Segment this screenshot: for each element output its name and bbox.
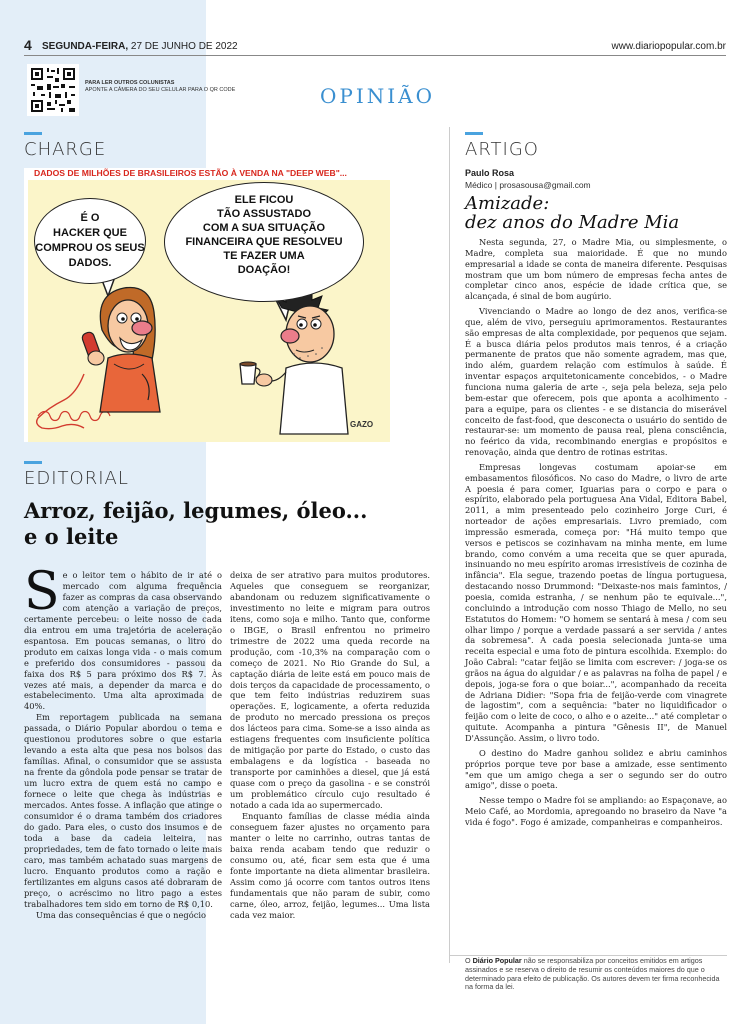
- qr-code[interactable]: [27, 64, 79, 116]
- artigo-accent-bar: [465, 132, 483, 135]
- editorial-title-line: e o leite: [24, 524, 119, 549]
- artigo-body: [465, 237, 727, 832]
- bubble-man-line: FINANCEIRA QUE RESOLVEU: [185, 236, 343, 248]
- artigo-paragraph: Nesta segunda, 27, o Madre Mia, ou simplesmente, o Madre, completa sua maioridade. É que no mundo empresarial a idade se conta de maneira diferente. Pesquisas mostram que um bom número de empresas fecha antes de completar cinco anos, espécie de idade crítica que, se alcançada, é sinal de bom augúrio.: [465, 237, 727, 302]
- editorial-paragraph: Em reportagem publicada na semana passada, o Diário Popular abordou o tema e questionou produtores sobre o que estaria levando a esta alta que pesa nos bolsos das famílias. Afinal, o consumidor que se assusta na frente da gôndola pode pensar se tratar de um lucro extra de quem está no campo e fornece o leite que chega às indústrias e mercados. Antes fosse. A inflação que atinge o consumidor é o drama também dos criadores do gado. Para eles, o custo dos insumos e de toda a base da cadeia leiteira, nas propriedades, tem de fato tornado o leite mais caro, mas também achatado suas margens de lucro. Enquanto produtos como a ração e fertilizantes em alguns casos até dobraram de preço, o acréscimo no litro pago a estes trabalhadores tem sido em torno de R$ 0,10.: [24, 712, 222, 909]
- artigo-author-info: Médico | prosasousa@gmail.com: [465, 180, 591, 190]
- disclaimer-prefix: O: [465, 956, 473, 965]
- page-number: 4: [24, 37, 32, 53]
- charge-accent-bar: [24, 132, 42, 135]
- artigo-title: [465, 194, 727, 232]
- header-weekday: SEGUNDA-FEIRA,: [42, 41, 129, 52]
- artigo-paragraph: O destino do Madre ganhou solidez e abriu caminhos próprios porque teve por base a amizade, esse sentimento "em que um amigo chega a ser o segundo ser do outro amigo", disse o poeta.: [465, 747, 727, 791]
- editorial-column-1: [24, 562, 222, 921]
- disclaimer-brand: Diário Popular: [472, 956, 522, 965]
- editorial-accent-bar: [24, 461, 42, 464]
- artigo-paragraph: Empresas longevas costumam apoiar-se em embasamentos filosóficos. No caso do Madre, o livro de arte A poesia é para comer, Iguarias para o corpo e para o espírito, elaborado pela portuguesa Ana Vidal, Editora Babel, 2011, a mim presenteado pelo cozinheiro Jorge Curi, é norteador de ações empresariais. Livro premiado, com impressão esmerada, começa por: "Há muito tempo que versos e petiscos se cozinhavam na minha mente, em lume brando, como convém a uma receita que se quer apurada, insinuando no meu espírito aromas irresistíveis de cozinha de infância". Ela segue, trazendo poetas de língua portuguesa, destacando nosso Drummond: "Deixaste-nos mais famintos, / poesia, comida estranha, / se nenhum pão te equivale...", concluindo a introdução com nosso Thiago de Mello, no seu Estatutos do Homem: "O homem se sentará à mesa / com seu olhar limpo / porque a verdade passará a ser servida / antes da sobremesa". A cada poesia selecionada junta-se uma receita especial e uma foto de pintura escolhida. Exemplo: do João Cabral: "catar feijão se limita com escrever: / joga-se os grãos na água do alguidar / e as palavras na folha de papel / e depois, joga-se fora o que boiar...", acompanhado da receita de Adriana Didier: "Sopa fria de feijão-verde com vinagrete de lagostim", com a sequência: "bater no liquidificador o feijão com o leite de coco, o alho e o azeite..." até completar o quitute. Acompanha a pintura "Gênesis II", de Manuel D'Assunção. Assim, o livro todo.: [465, 461, 727, 743]
- artigo-paragraph: Nesse tempo o Madre foi se ampliando: ao Espaçonave, ao Meio Café, ao Mordomia, apregoando no braseiro da Nave "a vida é fogo". Fogo é amizade, companheiras e companheiros.: [465, 795, 727, 827]
- editorial-paragraph: e o leitor tem o hábito de ir até o mercado com alguma frequência fazer as compras da casa observando com atenção a variação de preços, certamente percebeu: o leite nosso de cada dia entrou em uma trajetória de aceleração espantosa. Em poucas semanas, o litro do produto em caixas longa vida - o mais comum e preferido dos consumidores - passou da faixa dos R$ 5 para próximo dos R$ 7. Às vezes até mais, a depender da marca e do estabelecimento. Uma alta aproximada de 40%.: [24, 570, 222, 712]
- bubble-woman-line: DADOS.: [68, 257, 112, 269]
- page-header: [24, 37, 726, 54]
- header-url[interactable]: www.diariopopular.com.br: [611, 41, 726, 52]
- header-date-text: 27 DE JUNHO DE 2022: [130, 41, 238, 52]
- artigo-paragraph: Vivenciando o Madre ao longo de dez anos, verifica-se que, além de vivo, perseguiu aprimoramentos. Restaurantes são empresas de alta complexidade, por pequenos que sejam. É a busca diária pelos produtos mais tenros, é a criação permanente de pratos que não somente agradem, mas que, indo além, guardem relação com estímulos à saúde. É inventar espaços arquitetonicamente concebidos, - o Madre funciona numa galeria de arte -, seja pela beleza, seja pelo bem-estar que oferecem, pois que aponta a acolhimento - para a equipe, para os clientes - e se distancia do miserável conceito de fast-food, que desconecta o usuário do sentido de restaurar-se: um momento de pausa real, plena consciência, no feérico da vida, recombinando energias e propósitos e renovação, ainda que dentro de rotinas estritas.: [465, 306, 727, 458]
- editorial-column-2: [230, 570, 430, 921]
- disclaimer-text: não se responsabiliza por conceitos emitidos em artigos assinados e se reserva o direito de resumir os conteúdos maiores do que o determinado para efeito de publicação. Os autores devem ter firma reconhecida na forma da lei.: [465, 956, 720, 992]
- cartoon-title: DADOS DE MILHÕES DE BRASILEIROS ESTÃO À VENDA NA "DEEP WEB"...: [34, 168, 347, 178]
- editorial-title: [24, 498, 404, 550]
- editorial-paragraph: deixa de ser atrativo para muitos produtores. Aqueles que conseguem se reorganizar, abandonam ou reduzem significativamente o investimento no leite e migram para outros itens, como soja e milho. Tanto que, conforme o IBGE, o Brasil enfrentou no primeiro trimestre de 2022 uma queda recorde na produção, com -10,3% na comparação com o começo de 2021. No Rio Grande do Sul, a captação diária de leite está em pouco mais de dois terços da capacidade de processamento, o que tem feito indústrias reduzirem suas operações. E, logicamente, a oferta reduzida de produto no mercado pressiona os preços dos lácteos para cima. Some-se a isso ainda as estiagens frequentes com insuficiente política de mitigação por parte do Estado, o custo das embalagens e da logística - baseada no transporte por caminhões a diesel, que já está quase com o preço da gasolina - e se constrói um problemático círculo cujo resultado é notado a cada ida ao supermercado.: [230, 570, 430, 811]
- qr-code-icon: [29, 66, 77, 114]
- artigo-title-line: Amizade:: [465, 193, 550, 214]
- artigo-label: ARTIGO: [465, 139, 539, 160]
- speech-bubble-man: [164, 182, 364, 302]
- bubble-man-line: TE FAZER UMA: [223, 250, 305, 262]
- bubble-man-line: ELE FICOU: [234, 194, 294, 206]
- disclaimer: [465, 957, 727, 992]
- cartoonist-signature: GAZO: [350, 420, 374, 429]
- qr-caption-title: PARA LER OUTROS COLUNISTAS: [85, 80, 175, 86]
- artigo-author: Paulo Rosa: [465, 168, 515, 178]
- bubble-man-line: COM A SUA SITUAÇÃO: [202, 222, 326, 234]
- artigo-divider: [449, 127, 450, 963]
- charge-label: CHARGE: [24, 139, 107, 160]
- bubble-man-line: DOAÇÃO!: [237, 264, 291, 276]
- speech-bubble-woman: [34, 198, 146, 284]
- cartoon: [24, 168, 390, 442]
- editorial-paragraph: Enquanto famílias de classe média ainda conseguem fazer ajustes no orçamento para manter o leite no carrinho, outras tantas de baixa renda acabam tendo que reduzir o consumo ou, até, ficar sem esta que é uma fonte importante na dieta alimentar brasileira. Assim como já ocorre com tantos outros itens fundamentais que não param de subir, como carne, óleo, arroz, feijão, legumes... Uma lista cada vez maior.: [230, 810, 430, 920]
- qr-caption: [85, 80, 235, 94]
- editorial-title-line: Arroz, feijão, legumes, óleo...: [24, 498, 368, 523]
- header-date: [42, 41, 238, 52]
- bubble-woman-line: COMPROU OS SEUS: [35, 242, 145, 254]
- bubble-woman-line: HACKER QUE: [53, 227, 127, 239]
- bubble-woman-line: É O: [80, 212, 100, 224]
- editorial-paragraph: Uma das consequências é que o negócio: [36, 909, 207, 920]
- qr-caption-text: APONTE A CÂMERA DO SEU CELULAR PARA O QR CODE: [85, 87, 236, 93]
- section-title: OPINIÃO: [320, 84, 435, 108]
- editorial-dropcap: S: [24, 562, 60, 622]
- artigo-title-line: dez anos do Madre Mia: [465, 212, 680, 233]
- header-divider: [24, 55, 726, 56]
- editorial-label: EDITORIAL: [24, 468, 129, 489]
- bubble-man-line: TÃO ASSUSTADO: [216, 208, 312, 220]
